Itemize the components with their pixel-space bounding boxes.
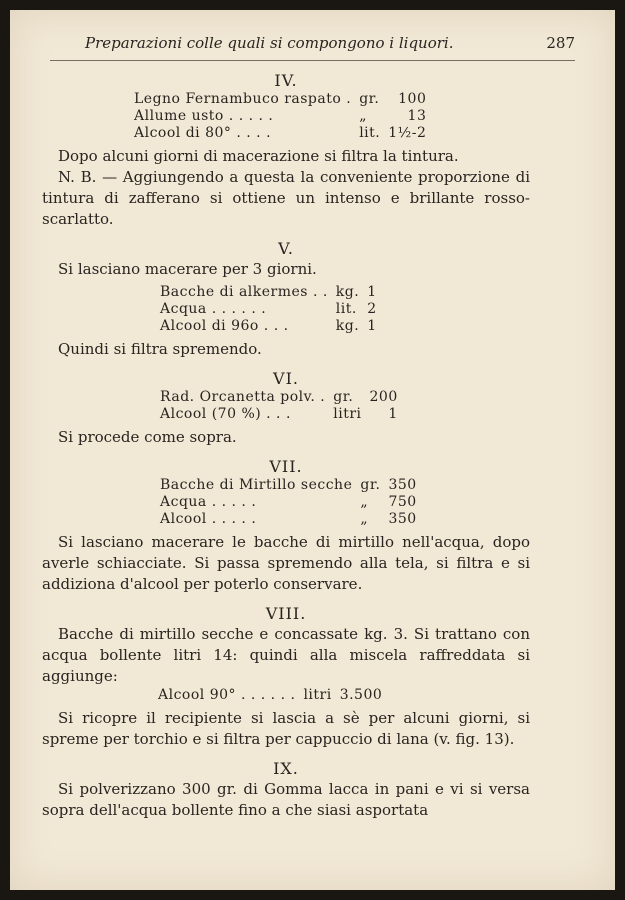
recipe-row — [156, 406, 402, 423]
unit: lit. — [335, 301, 357, 317]
page-body — [42, 70, 530, 821]
header-rule — [50, 60, 575, 61]
paragraph: Si polverizzano 300 gr. di Gomma lacca in pani e vi si versa sopra dell'acqua bollente fino a che siasi asportata — [42, 780, 530, 819]
paragraph: Si ricopre il recipiente si lascia a sè per alcuni giorni, si spreme per torchio e si filtra per cappuccio di lana (v. fig. 13). — [42, 709, 530, 748]
unit: kg. — [335, 318, 360, 334]
paragraph: Bacche di mirtillo secche e concassate kg. 3. Si trattano con acqua bollente litri 14: quindi alla miscela raffreddata si aggiunge: — [42, 625, 530, 685]
unit: gr. — [360, 477, 381, 493]
recipe-row — [156, 318, 381, 335]
quantity: 1½-2 — [388, 125, 427, 141]
ingredient: Alcool di 80° . . . . — [134, 125, 272, 141]
ingredient: Acqua . . . . . . — [160, 301, 267, 317]
recipe-table-vii — [156, 477, 421, 528]
ingredient: Bacche di Mirtillo secche — [160, 477, 353, 493]
quantity: 350 — [388, 511, 417, 527]
unit: „ — [360, 511, 369, 527]
ingredient: Alcool . . . . . — [160, 511, 257, 527]
recipe-row — [130, 91, 430, 108]
note-paragraph: N. B. — Aggiungendo a questa la conveniente proporzione di tintura di zafferano si ottiene un intenso e brillante rosso-scarlatto. — [42, 168, 530, 228]
paragraph: Si lasciano macerare per 3 giorni. — [58, 260, 317, 278]
unit: „ — [359, 108, 367, 124]
running-header — [50, 34, 575, 58]
recipe-row — [130, 125, 430, 142]
paragraph: Dopo alcuni giorni di macerazione si filtra la tintura. — [58, 147, 459, 165]
quantity: 13 — [407, 108, 427, 124]
recipe-table-vi — [156, 389, 402, 423]
unit: litri — [303, 687, 332, 703]
paragraph: Quindi si filtra spremendo. — [58, 340, 262, 358]
quantity: 750 — [388, 494, 417, 510]
quantity: 200 — [369, 389, 398, 405]
ingredient: Allume usto . . . . . — [134, 108, 274, 124]
recipe-row — [156, 389, 402, 406]
running-title: Preparazioni colle quali si compongono i liquori. — [85, 34, 454, 52]
section-heading-vi: VI. — [273, 369, 299, 388]
quantity: 2 — [367, 301, 377, 317]
unit: litri — [333, 406, 362, 422]
paragraph: Si lasciano macerare le bacche di mirtillo nell'acqua, dopo averle schiacciate. Si passa spremendo alla tela, si filtra e si addiziona d'alcool per poterlo conservare. — [42, 533, 530, 593]
ingredient: Alcool (70 %) . . . — [160, 406, 291, 422]
ingredient: Rad. Orcanetta polv. . — [160, 389, 326, 405]
quantity: 350 — [388, 477, 417, 493]
paragraph: Si procede come sopra. — [58, 428, 237, 446]
ingredient: Alcool 90° . . . . . . — [158, 687, 296, 703]
section-heading-vii: VII. — [269, 457, 303, 476]
unit: kg. — [335, 284, 360, 300]
quantity: 100 — [398, 91, 427, 107]
ingredient: Legno Fernambuco raspato . — [134, 91, 352, 107]
recipe-row — [154, 687, 386, 704]
recipe-table-v — [156, 284, 381, 335]
ingredient: Acqua . . . . . — [160, 494, 257, 510]
recipe-row — [156, 477, 421, 494]
quantity: 1 — [367, 318, 377, 334]
quantity: 3.500 — [339, 687, 383, 703]
section-heading-viii: VIII. — [265, 604, 307, 623]
ingredient: Alcool di 96o . . . — [160, 318, 289, 334]
quantity: 1 — [367, 284, 377, 300]
section-heading-v: V. — [278, 239, 294, 258]
recipe-row — [130, 108, 430, 125]
recipe-row — [156, 301, 381, 318]
page-number: 287 — [546, 34, 575, 52]
quantity: 1 — [388, 406, 398, 422]
recipe-table-iv — [130, 91, 430, 142]
ingredient: Bacche di alkermes . . — [160, 284, 328, 300]
unit: gr. — [359, 91, 380, 107]
section-heading-iv: IV. — [274, 71, 298, 90]
recipe-row — [156, 511, 421, 528]
unit: „ — [360, 494, 369, 510]
recipe-table-viii — [154, 687, 386, 704]
recipe-row — [156, 494, 421, 511]
unit: gr. — [333, 389, 354, 405]
unit: lit. — [359, 125, 381, 141]
book-page — [10, 10, 615, 890]
recipe-row — [156, 284, 381, 301]
section-heading-ix: IX. — [273, 759, 299, 778]
